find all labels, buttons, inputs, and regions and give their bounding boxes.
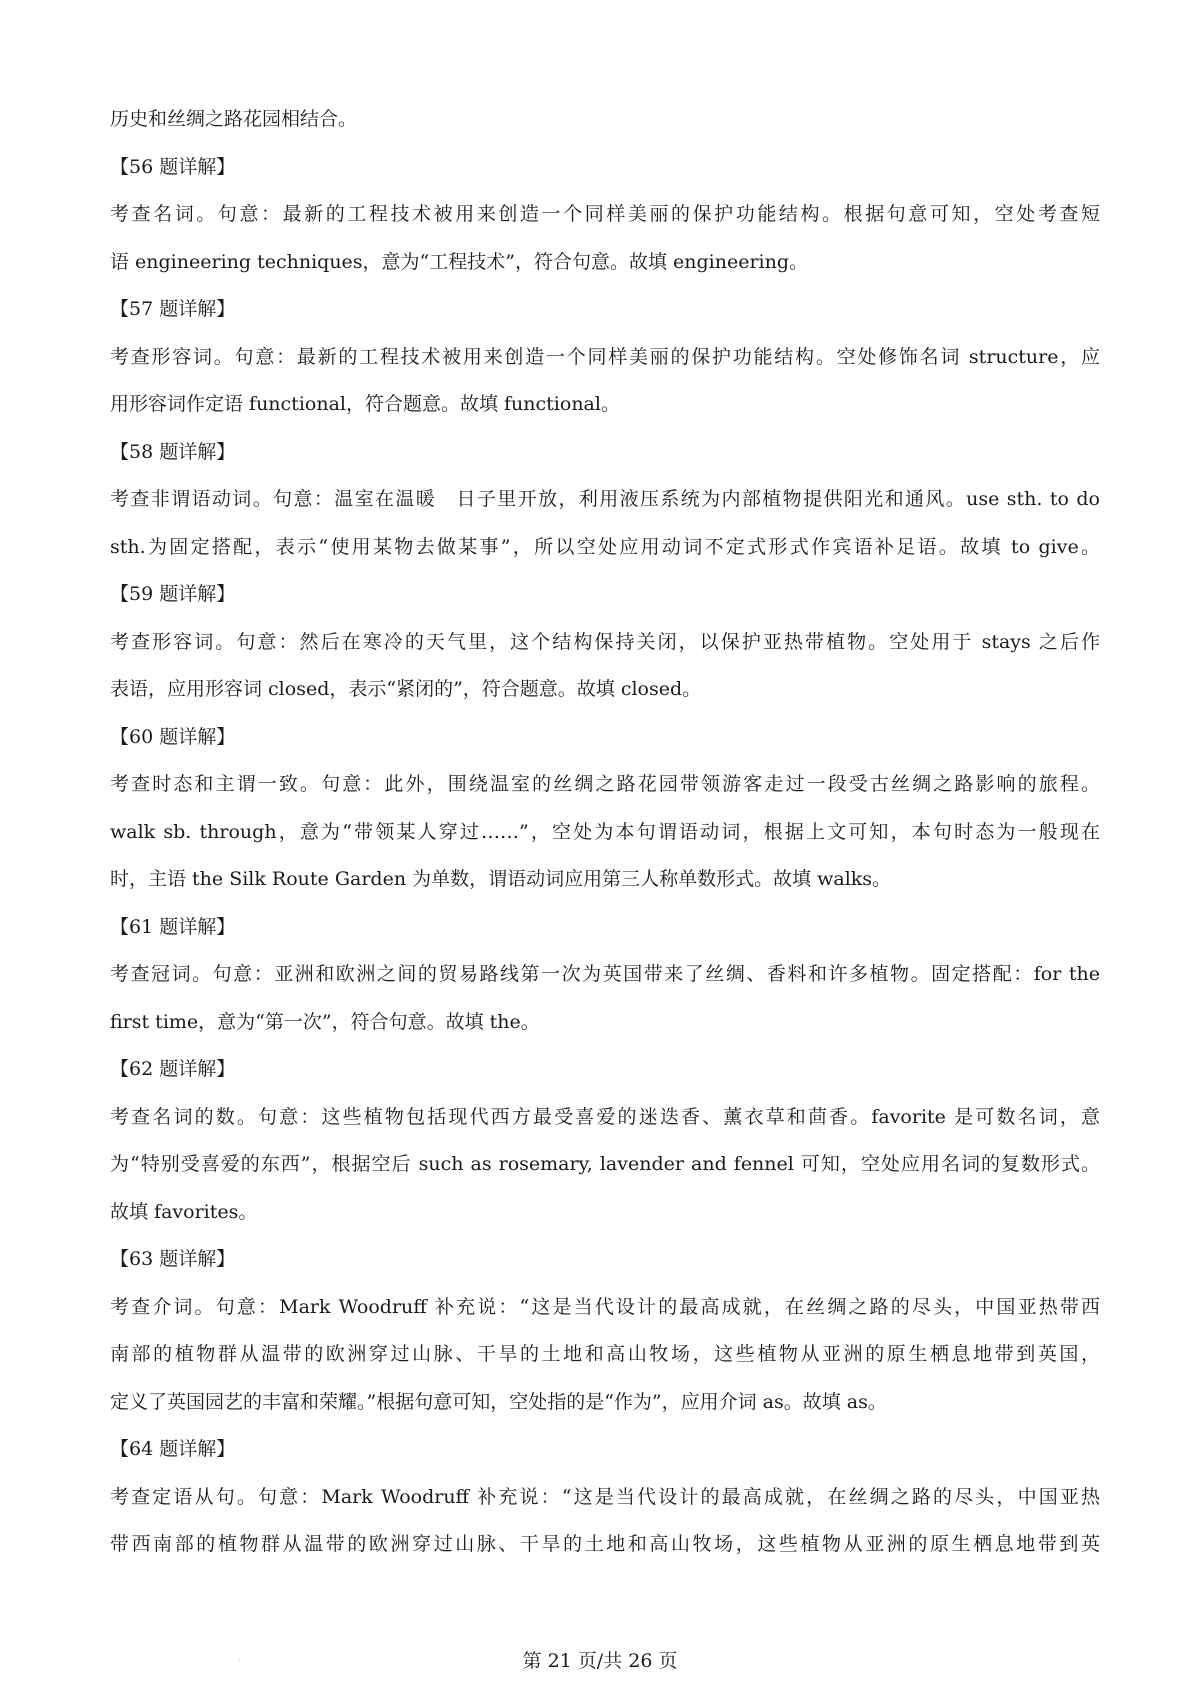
text-line: 南部的植物群从温带的欧洲穿过山脉、干旱的土地和高山牧场，这些植物从亚洲的原生栖息地带到英国， (110, 1343, 1100, 1365)
section-heading: 【59 题详解】 (110, 583, 236, 605)
section-heading: 【57 题详解】 (110, 298, 236, 320)
page-body (110, 96, 1100, 1569)
text-line: 带西南部的植物群从温带的欧洲穿过山脉、干旱的土地和高山牧场，这些植物从亚洲的原生栖息地带到英 (110, 1533, 1100, 1555)
text-line: 为“特别受喜爱的东西”，根据空后 such as rosemary, lavender and fennel 可知，空处应用名词的复数形式。 (110, 1153, 1100, 1175)
text-line: sth.为固定搭配，表示“使用某物去做某事”，所以空处应用动词不定式形式作宾语补足语。故填 to give。 (110, 535, 1100, 558)
text-line: 考查名词。句意：最新的工程技术被用来创造一个同样美丽的保护功能结构。根据句意可知，空处考查短 (110, 203, 1100, 225)
text-line: 表语，应用形容词 closed，表示“紧闭的”，符合题意。故填 closed。 (110, 678, 702, 700)
text-line: first time，意为“第一次”，符合句意。故填 the。 (110, 1010, 540, 1033)
section-heading: 【61 题详解】 (110, 915, 236, 938)
text-line: 历史和丝绸之路花园相结合。 (110, 108, 358, 130)
text-line: 故填 favorites。 (110, 1200, 258, 1223)
page-footer: 第 21 页/共 26 页 (522, 1650, 678, 1672)
text-line: 考查形容词。句意：然后在寒冷的天气里，这个结构保持关闭，以保护亚热带植物。空处用于 stays 之后作 (110, 630, 1100, 653)
section-heading: 【63 题详解】 (110, 1248, 236, 1270)
section-heading: 【60 题详解】 (110, 725, 236, 748)
text-line: 考查形容词。句意：最新的工程技术被用来创造一个同样美丽的保护功能结构。空处修饰名词 structure，应 (110, 345, 1100, 368)
section-heading: 【56 题详解】 (110, 155, 236, 178)
section-heading: 【62 题详解】 (110, 1058, 236, 1080)
text-line: 考查冠词。句意：亚洲和欧洲之间的贸易路线第一次为英国带来了丝绸、香料和许多植物。固定搭配：for the (110, 963, 1100, 985)
section-heading: 【64 题详解】 (110, 1438, 236, 1460)
text-line: 时，主语 the Silk Route Garden 为单数，谓语动词应用第三人称单数形式。故填 walks。 (110, 868, 892, 890)
text-line: 考查介词。句意：Mark Woodruff 补充说：“这是当代设计的最高成就，在丝绸之路的尽头，中国亚热带西 (110, 1295, 1100, 1318)
section-heading: 【58 题详解】 (110, 440, 236, 463)
text-line: 定义了英国园艺的丰富和荣耀。”根据句意可知，空处指的是“作为”，应用介词 as。故填 as。 (110, 1390, 887, 1413)
text-line: walk sb. through，意为“带领某人穿过……”，空处为本句谓语动词，根据上文可知，本句时态为一般现在 (110, 820, 1100, 843)
text-line: 考查名词的数。句意：这些植物包括现代西方最受喜爱的迷迭香、薰衣草和茴香。favorite 是可数名词，意 (110, 1105, 1100, 1128)
text-line: 用形容词作定语 functional，符合题意。故填 functional。 (110, 393, 620, 415)
text-line: 语 engineering techniques，意为“工程技术”，符合句意。故填 engineering。 (110, 250, 809, 273)
text-line: 考查非谓语动词。句意：温室在温暖 日子里开放，利用液压系统为内部植物提供阳光和通风。use sth. to do (110, 488, 1100, 510)
scan-speck: · (238, 1656, 242, 1667)
text-line: 考查时态和主谓一致。句意：此外，围绕温室的丝绸之路花园带领游客走过一段受古丝绸之路影响的旅程。 (110, 773, 1100, 795)
text-line: 考查定语从句。句意：Mark Woodruff 补充说：“这是当代设计的最高成就，在丝绸之路的尽头，中国亚热 (110, 1485, 1100, 1508)
